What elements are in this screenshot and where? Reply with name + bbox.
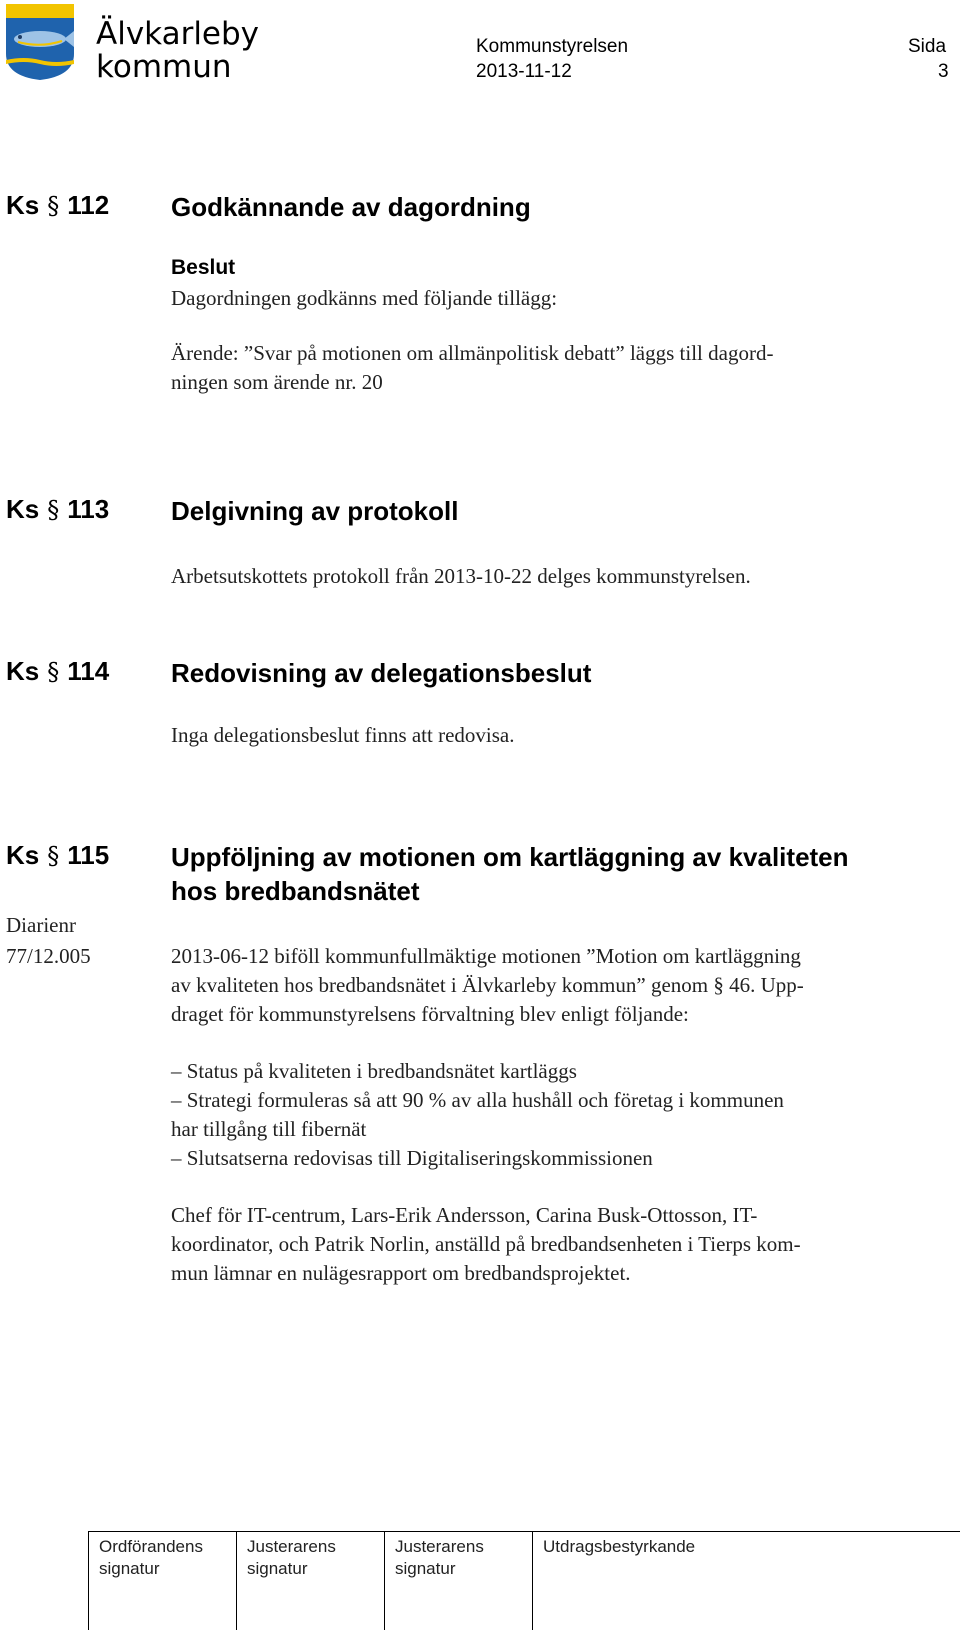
list-item: – Strategi formuleras så att 90 % av alla hushåll och företag i kommunen — [171, 1088, 784, 1112]
section-body-112-line-3: ningen som ärende nr. 20 — [171, 370, 383, 394]
municipality-emblem — [4, 2, 76, 82]
section-number-115 — [6, 840, 109, 871]
signature-label: Utdragsbestyrkande — [543, 1537, 696, 1556]
section-body-113: Arbetsutskottets protokoll från 2013-10-22 delges kommunstyrelsen. — [171, 564, 751, 588]
section-prefix: Ks — [6, 190, 40, 220]
paragraph-line: mun lämnar en nulägesrapport om bredbandsprojektet. — [171, 1261, 631, 1285]
section-body-112-line-1: Dagordningen godkänns med följande tillägg: — [171, 286, 558, 310]
section-prefix: Ks — [6, 656, 40, 686]
section-prefix: Ks — [6, 494, 40, 524]
logo-line-1: Älvkarleby — [96, 16, 260, 52]
diarienr-value: 77/12.005 — [6, 944, 91, 968]
section-number-113 — [6, 494, 109, 525]
signature-label: signatur — [395, 1559, 456, 1578]
section-number: 112 — [67, 190, 110, 220]
section-title-112: Godkännande av dagordning — [171, 192, 531, 222]
list-item: – Status på kvaliteten i bredbandsnätet kartläggs — [171, 1059, 577, 1083]
signature-box-adjuster-2 — [384, 1532, 533, 1630]
paragraph-symbol: § — [47, 496, 60, 524]
signature-box-adjuster-1 — [236, 1532, 385, 1630]
section-body-114: Inga delegationsbeslut finns att redovisa. — [171, 723, 515, 747]
paragraph-line: draget för kommunstyrelsens förvaltning blev enligt följande: — [171, 1002, 689, 1026]
paragraph-symbol: § — [47, 658, 60, 686]
list-item: har tillgång till fibernät — [171, 1117, 367, 1141]
section-number-114 — [6, 656, 109, 687]
header-page-label: Sida — [908, 36, 947, 57]
section-number: 113 — [67, 494, 110, 524]
paragraph-symbol: § — [47, 192, 60, 220]
signature-label: signatur — [99, 1559, 160, 1578]
section-title-115-line-2: hos bredbandsnätet — [171, 876, 420, 906]
signature-box-certified-copy — [532, 1532, 960, 1630]
section-prefix: Ks — [6, 840, 40, 870]
header-page-number: 3 — [938, 61, 949, 82]
section-number: 115 — [67, 840, 110, 870]
paragraph-symbol: § — [47, 842, 60, 870]
section-title-113: Delgivning av protokoll — [171, 496, 459, 526]
section-title-115 — [171, 840, 939, 908]
paragraph-line: Chef för IT-centrum, Lars-Erik Andersson, Carina Busk-Ottosson, IT- — [171, 1203, 758, 1227]
paragraph-line: av kvaliteten hos bredbandsnätet i Älvkarleby kommun” genom § 46. Upp- — [171, 973, 804, 997]
signature-label: signatur — [247, 1559, 308, 1578]
section-body-112-line-2: Ärende: ”Svar på motionen om allmänpolitisk debatt” läggs till dagord- — [171, 341, 774, 365]
signature-box-chairman — [88, 1532, 237, 1630]
signature-footer — [88, 1531, 960, 1630]
section-title-114: Redovisning av delegationsbeslut — [171, 658, 592, 688]
signature-label: Justerarens — [395, 1537, 484, 1556]
section-body-115-paragraph-2 — [171, 1201, 939, 1288]
paragraph-line: koordinator, och Patrik Norlin, anställd på bredbandsenheten i Tierps kom- — [171, 1232, 801, 1256]
section-body-115-paragraph-1 — [171, 942, 939, 1029]
signature-label: Justerarens — [247, 1537, 336, 1556]
decision-subheading: Beslut — [171, 256, 236, 279]
section-title-115-line-1: Uppföljning av motionen om kartläggning av kvaliteten — [171, 842, 849, 872]
section-number-112 — [6, 190, 109, 221]
section-number: 114 — [67, 656, 110, 686]
header-organization: Kommunstyrelsen — [476, 36, 629, 57]
paragraph-line: 2013-06-12 biföll kommunfullmäktige motionen ”Motion om kartläggning — [171, 944, 801, 968]
fish-shield-icon — [4, 2, 76, 82]
header-date: 2013-11-12 — [476, 61, 572, 82]
logo-line-2: kommun — [96, 49, 232, 85]
municipality-logo-text — [96, 18, 259, 84]
list-item: – Slutsatserna redovisas till Digitaliseringskommissionen — [171, 1146, 653, 1170]
section-body-115-list — [171, 1057, 939, 1173]
signature-label: Ordförandens — [99, 1537, 203, 1556]
diarienr-label: Diarienr — [6, 913, 76, 937]
